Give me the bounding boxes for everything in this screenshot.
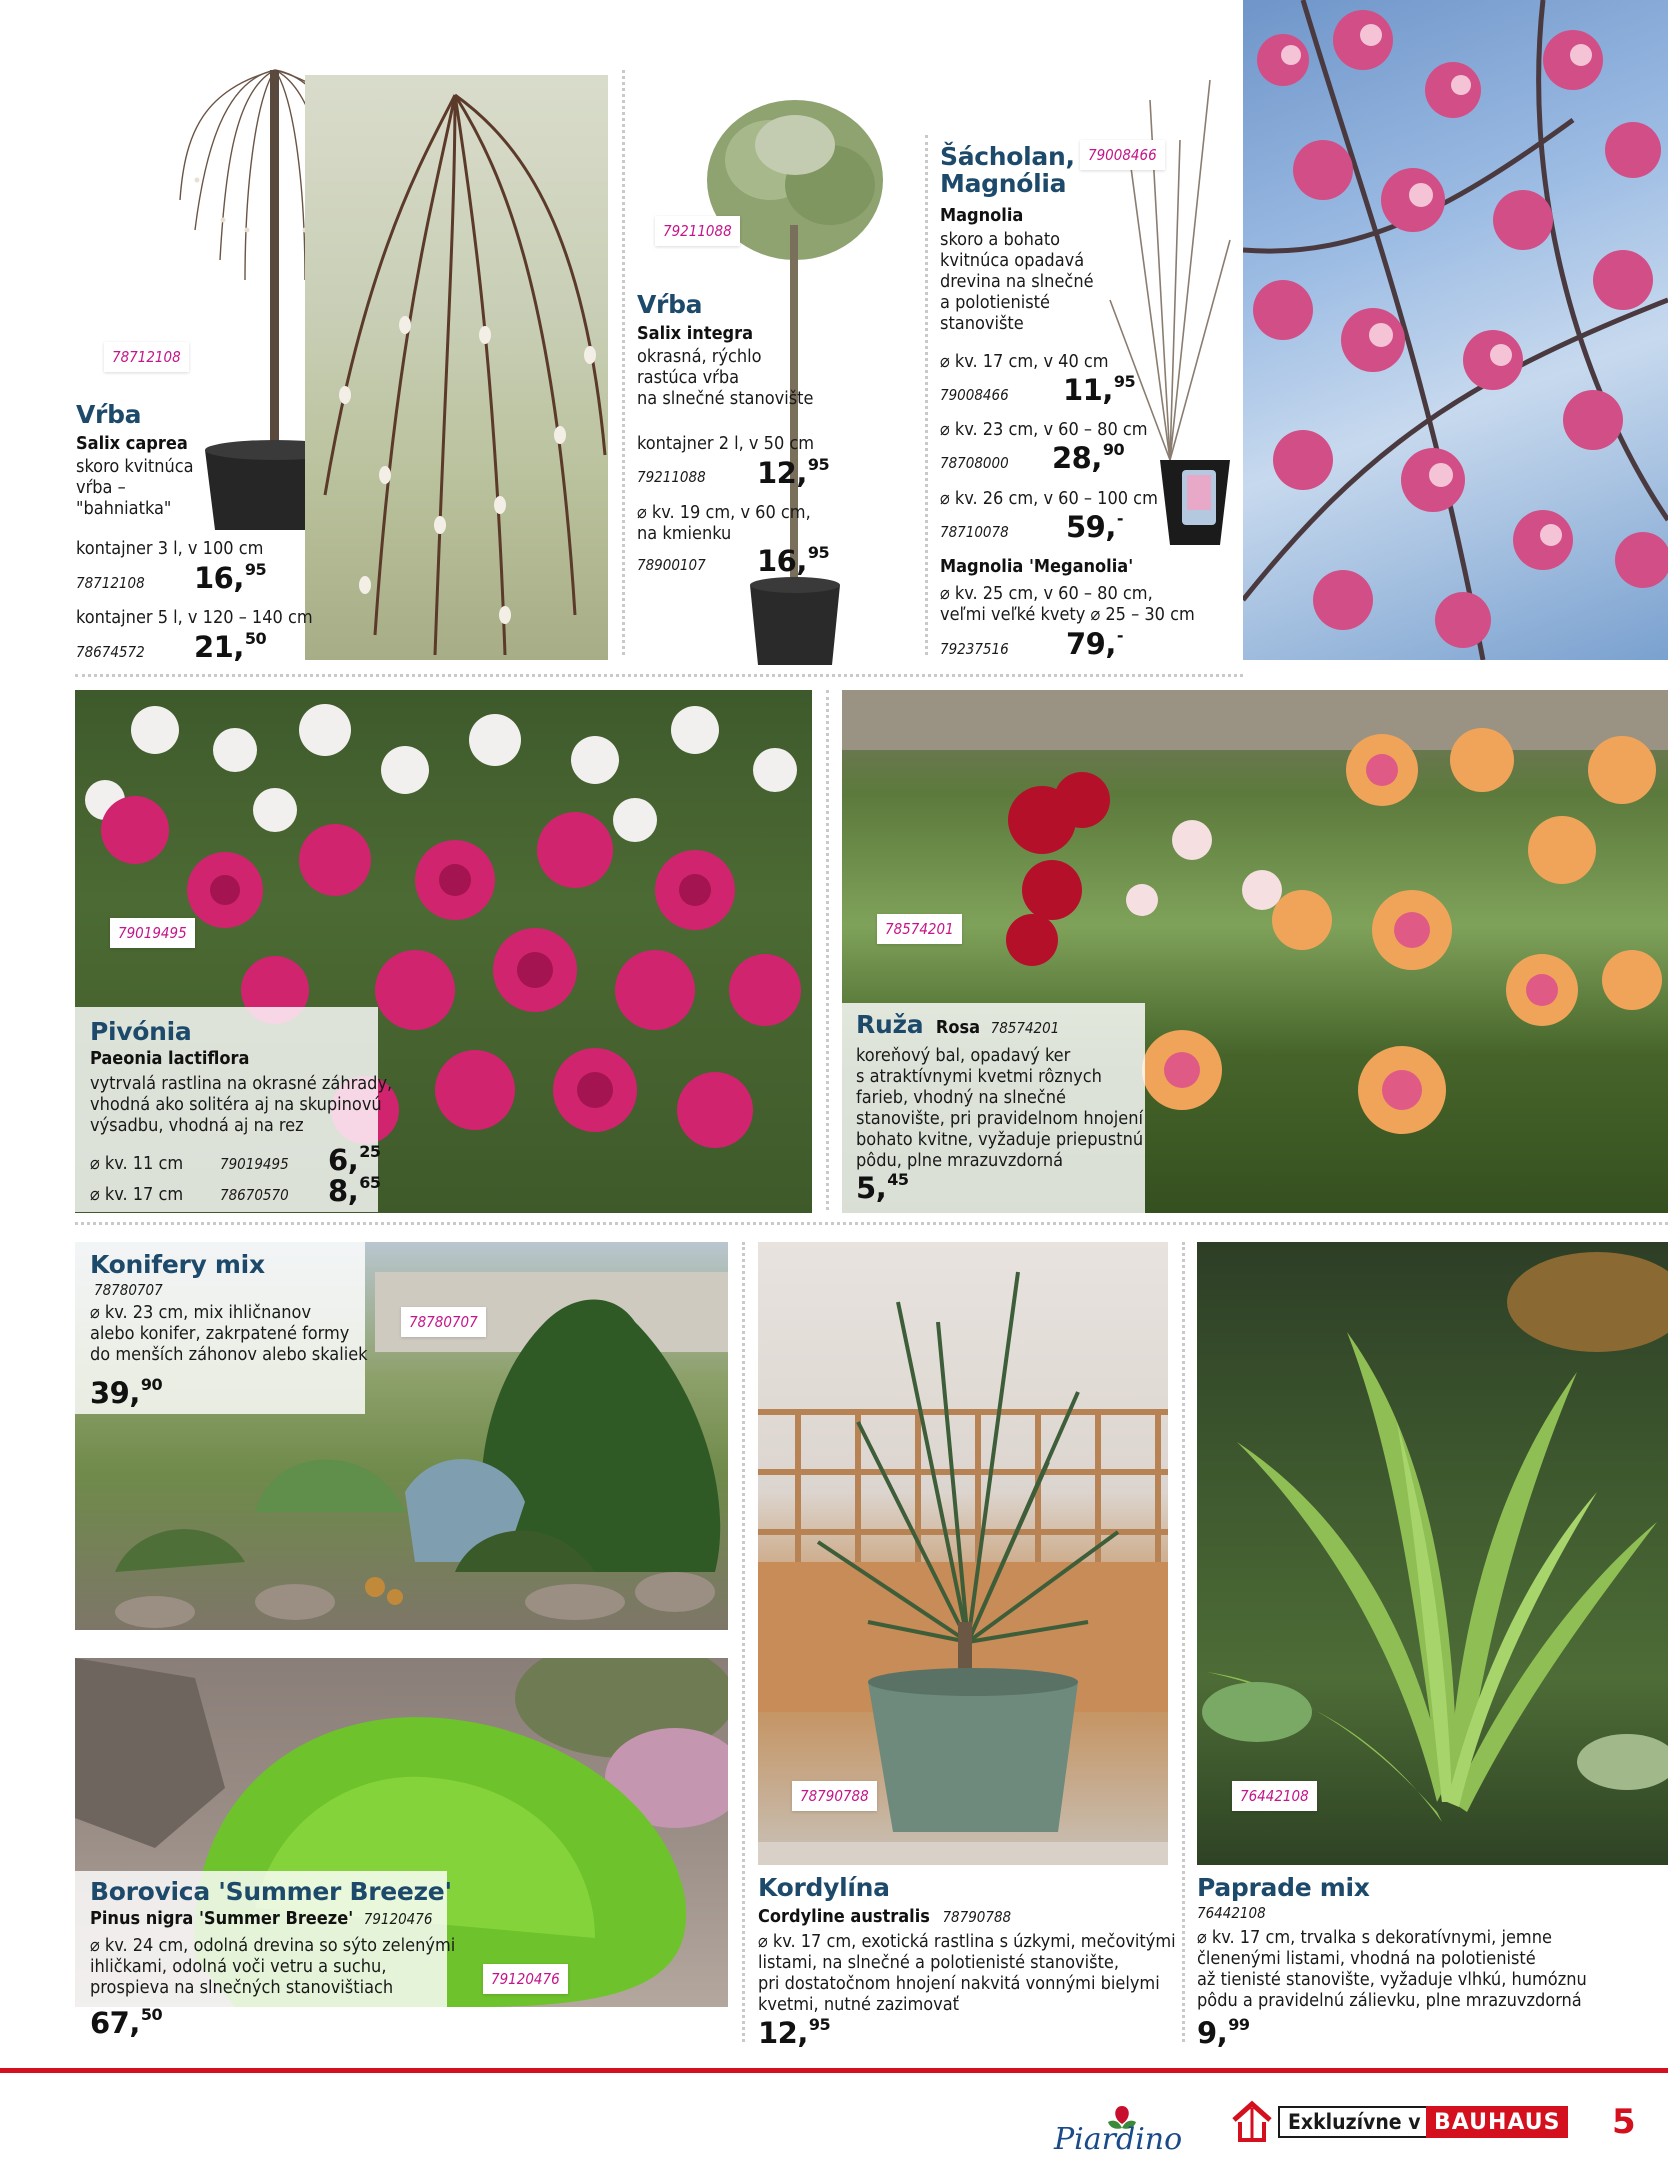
product-latin-name: Pinus nigra 'Summer Breeze': [90, 1908, 354, 1929]
variant-code: 78670570: [220, 1186, 289, 1204]
product-latin-name: Magnolia: [940, 205, 1024, 226]
price: 9,99: [1197, 2015, 1250, 2050]
product-description: ⌀ kv. 17 cm, trvalka s dekoratívnymi, jemne členenými listami, vhodná na polotienisté až tienisté stanovište, vyžaduje vlhkú, humóznu pôdu a pravidelnú zálievku, plne mrazuvzdorná: [1197, 1927, 1587, 2011]
variant-code: 79237516: [940, 640, 1009, 658]
product-code: 78790788: [942, 1908, 1012, 1926]
product-vrba-caprea: [76, 400, 306, 519]
product-latin-name: Salix integra: [637, 323, 754, 344]
product-title: Vŕba: [637, 290, 703, 319]
product-latin-name: Cordyline australis: [758, 1906, 930, 1927]
variant-code: 79211088: [637, 468, 706, 486]
variant-code: 78708000: [940, 454, 1009, 472]
product-latin-name: Salix caprea: [76, 433, 188, 454]
product-title: Ruža: [856, 1010, 924, 1039]
variant-label: ⌀ kv. 19 cm, v 60 cm, na kmienku: [637, 502, 811, 544]
product-tag: 78780707: [401, 1307, 486, 1337]
price: 21,50: [194, 629, 267, 664]
product-pivonia: [90, 1017, 393, 1136]
variant-code: 78710078: [940, 523, 1009, 541]
divider: [75, 674, 1243, 677]
magnolia-blossoms-photo: [1243, 0, 1668, 660]
price: 12,95: [757, 455, 830, 490]
price: 12,95: [758, 2015, 831, 2050]
product-tag: 79019495: [110, 918, 195, 948]
product-tag: 78712108: [104, 342, 189, 372]
variant-label: ⌀ kv. 17 cm, v 40 cm: [940, 351, 1109, 372]
product-tag: 76442108: [1232, 1781, 1317, 1811]
divider: [75, 1222, 1668, 1225]
product-description: ⌀ kv. 25 cm, v 60 – 80 cm, veľmi veľké kvety ⌀ 25 – 30 cm: [940, 583, 1195, 625]
price: 28,90: [1052, 440, 1125, 475]
product-description: ⌀ kv. 24 cm, odolná drevina so sýto zelenými ihličkami, odolná voči vetru a suchu, prospieva na slnečných stanovištiach: [90, 1935, 456, 1998]
divider: [826, 690, 829, 1210]
exclusive-box: [1278, 2106, 1431, 2138]
product-latin-name: Paeonia lactiflora: [90, 1048, 250, 1069]
variant-code: 78674572: [76, 643, 145, 661]
willow-catkins-photo: [305, 75, 608, 660]
bauhaus-logo: BAUHAUS: [1426, 2106, 1568, 2138]
variant-label: ⌀ kv. 11 cm: [90, 1153, 184, 1174]
ferns-photo: [1197, 1242, 1668, 1865]
price: 6,25: [328, 1142, 381, 1177]
variant-code: 78900107: [637, 556, 706, 574]
product-ruza: [856, 1010, 1156, 1171]
product-description: skoro kvitnúca vŕba – "bahniatka": [76, 456, 194, 519]
piardino-logo: [1050, 2108, 1200, 2158]
variant-label: kontajner 3 l, v 100 cm: [76, 538, 264, 559]
divider: [925, 135, 928, 655]
product-title: Paprade mix: [1197, 1873, 1370, 1902]
product-konifery: [90, 1250, 390, 1365]
product-code: 78780707: [94, 1281, 163, 1299]
product-code: 78574201: [990, 1019, 1060, 1037]
product-title: Vŕba: [76, 400, 142, 429]
product-description: okrasná, rýchlo rastúca vŕba na slnečné stanovište: [637, 346, 814, 409]
product-title: Kordylína: [758, 1873, 890, 1902]
product-description: vytrvalá rastlina na okrasné záhrady, vhodná ako solitéra aj na skupinovú výsadbu, vhodná aj na rez: [90, 1073, 393, 1136]
price: 39,90: [90, 1375, 163, 1410]
product-tag: 79211088: [655, 216, 740, 246]
product-title: Borovica 'Summer Breeze': [90, 1877, 452, 1906]
product-title: Šácholan, Magnólia: [940, 142, 1075, 198]
footer-rule: [0, 2068, 1668, 2073]
variant-code: 78712108: [76, 574, 145, 592]
variant-code: 79019495: [220, 1155, 289, 1173]
product-vrba-integra: [637, 290, 837, 409]
exclusive-label: Exkluzívne v: [1288, 2110, 1421, 2134]
product-description: koreňový bal, opadavý ker s atraktívnymi kvetmi rôznych farieb, vhodný na slnečné stanovište, pri pravidelnom hnojení bohato kvitne, vyžaduje priepustnú pôdu, plne mrazuvzdorná: [856, 1045, 1144, 1171]
price: 59,-: [1066, 509, 1124, 544]
price: 5,45: [856, 1170, 909, 1205]
product-borovica: [90, 1877, 490, 1998]
product-tag: 78574201: [877, 914, 962, 944]
product-code: 76442108: [1197, 1904, 1266, 1922]
product-tag: 79120476: [483, 1964, 568, 1994]
product-latin-name: Rosa: [935, 1017, 981, 1038]
product-code: 79120476: [363, 1910, 433, 1928]
product-tag: 79008466: [1080, 140, 1165, 170]
bauhaus-house-icon: [1230, 2100, 1274, 2146]
variant-label: kontajner 2 l, v 50 cm: [637, 433, 815, 454]
divider: [742, 1242, 745, 2042]
product-kordylina: [758, 1873, 1176, 2015]
product-title: Pivónia: [90, 1017, 192, 1046]
product-magnolia: [940, 143, 1140, 334]
cordyline-photo: [758, 1242, 1168, 1865]
variant-code: 79008466: [940, 386, 1009, 404]
product-subname: Magnolia 'Meganolia': [940, 556, 1134, 577]
price: 16,95: [757, 543, 830, 578]
product-description: ⌀ kv. 17 cm, exotická rastlina s úzkymi, mečovitými listami, na slnečné a polotienisté stanovište, pri dostatočnom hnojení nakvitá vonnými bielymi kvetmi, nutné zazimovať: [758, 1931, 1176, 2015]
price: 16,95: [194, 560, 267, 595]
product-paprade: [1197, 1873, 1668, 2011]
price: 67,50: [90, 2005, 163, 2040]
price: 8,65: [328, 1173, 381, 1208]
piardino-wordmark: Piardino: [1054, 2122, 1183, 2157]
variant-label: ⌀ kv. 23 cm, v 60 – 80 cm: [940, 419, 1148, 440]
variant-label: ⌀ kv. 17 cm: [90, 1184, 184, 1205]
divider: [622, 70, 625, 655]
product-description: ⌀ kv. 23 cm, mix ihličnanov alebo konifer, zakrpatené formy do menších záhonov alebo skaliek: [90, 1302, 368, 1365]
page-number: 5: [1612, 2102, 1636, 2142]
price: 79,-: [1066, 626, 1124, 661]
price: 11,95: [1063, 372, 1136, 407]
product-description: skoro a bohato kvitnúca opadavá drevina na slnečné a polotienisté stanovište: [940, 229, 1094, 334]
product-title: Konifery mix: [90, 1250, 265, 1279]
variant-label: ⌀ kv. 26 cm, v 60 – 100 cm: [940, 488, 1158, 509]
divider: [1182, 1242, 1185, 2042]
product-tag: 78790788: [792, 1781, 877, 1811]
variant-label: kontajner 5 l, v 120 – 140 cm: [76, 607, 313, 628]
